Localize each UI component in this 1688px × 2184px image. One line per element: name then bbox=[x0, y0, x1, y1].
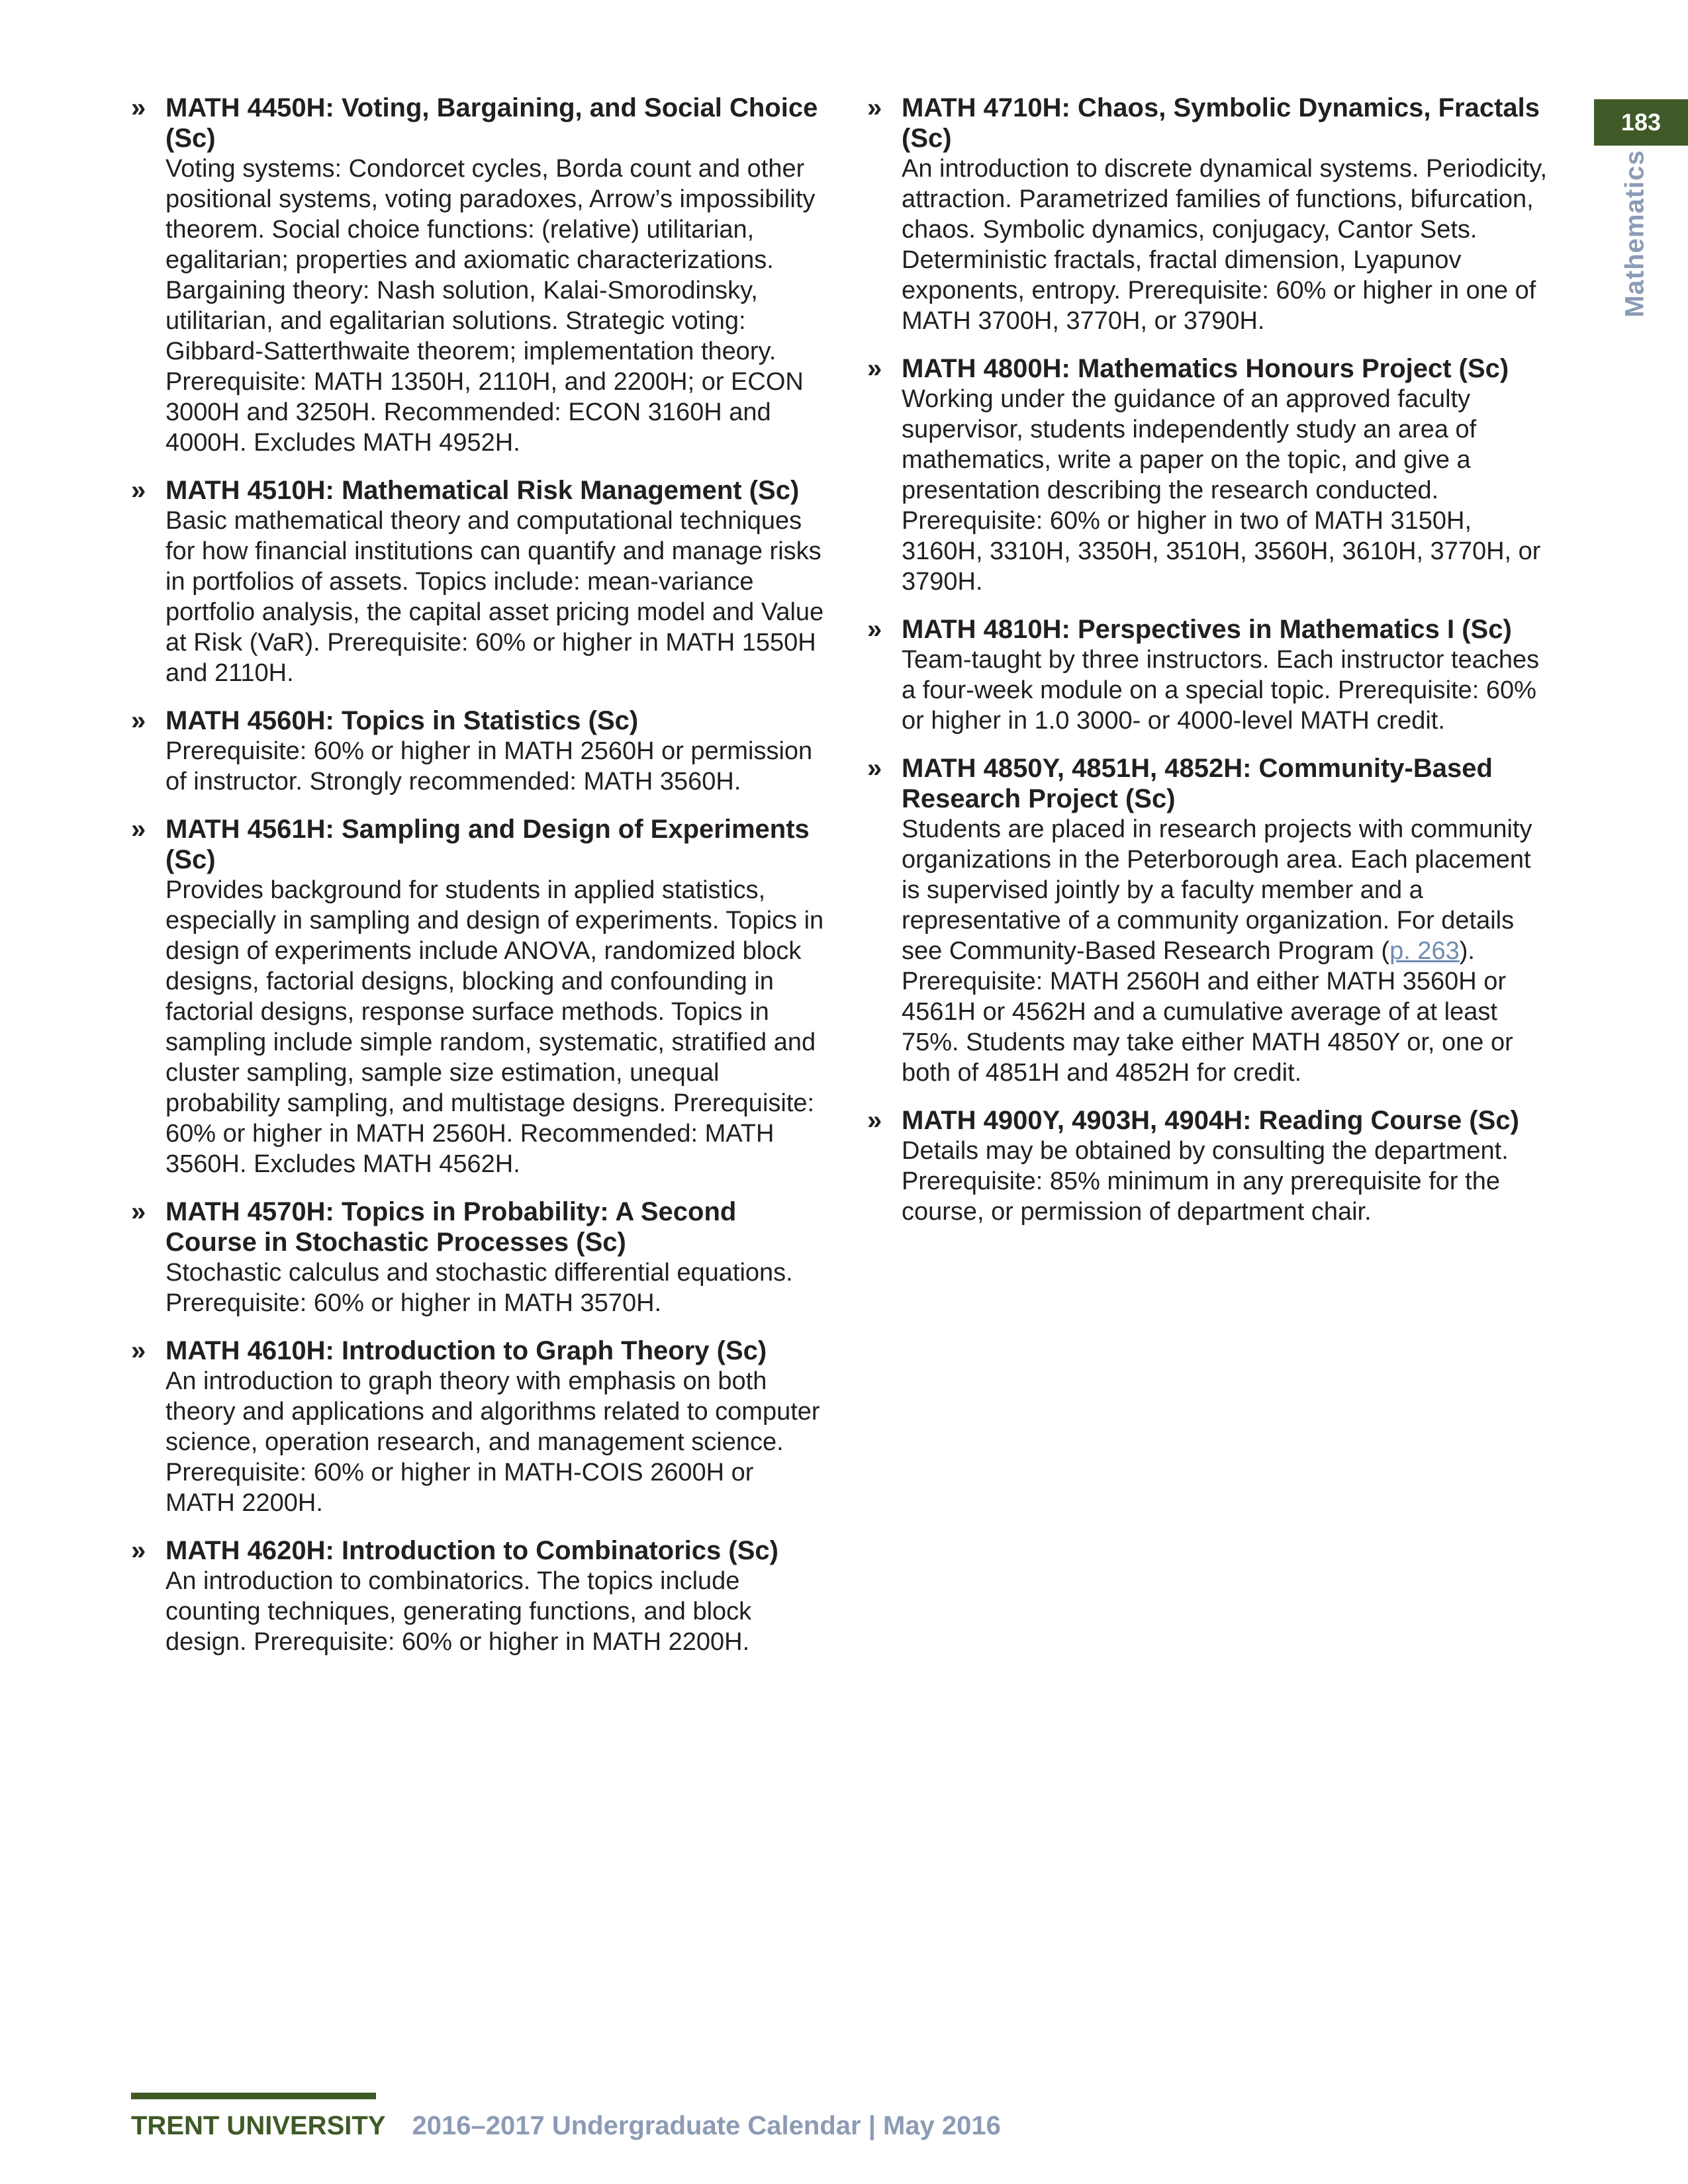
course-entry-math-4810h bbox=[867, 614, 1556, 736]
course-entry-math-4610h bbox=[131, 1336, 826, 1518]
course-entry-math-4800h bbox=[867, 353, 1556, 597]
course-description: An introduction to combinatorics. The topics include counting techniques, generating functions, and block design. Prerequisite: 60% or higher in MATH 2200H. bbox=[165, 1567, 752, 1656]
bullet-glyph: » bbox=[131, 1536, 146, 1565]
bullet-glyph: » bbox=[131, 93, 146, 122]
bullet-glyph: » bbox=[867, 93, 882, 122]
course-description: Prerequisite: 60% or higher in MATH 2560H or permission of instructor. Strongly recommended: MATH 3560H. bbox=[165, 737, 813, 796]
course-title: MATH 4450H: Voting, Bargaining, and Social Choice (Sc) bbox=[165, 93, 818, 153]
bullet-glyph: » bbox=[131, 1336, 146, 1365]
course-description: An introduction to discrete dynamical systems. Periodicity, attraction. Parametrized families of functions, bifurcation, chaos. Symbolic dynamics, conjugacy, Cantor Sets. Deterministic fractals, fractal dimension, Lyapunov exponents, entropy. Prerequisite: 60% or higher in one of MATH 3700H, 3770H, or 3790H. bbox=[902, 155, 1548, 335]
bullet-glyph: » bbox=[131, 476, 146, 505]
course-title: MATH 4620H: Introduction to Combinatorics (Sc) bbox=[165, 1536, 778, 1565]
course-entry-math-4570h bbox=[131, 1197, 826, 1318]
course-description: Voting systems: Condorcet cycles, Borda count and other positional systems, voting paradoxes, Arrow’s impossibility theorem. Social choice functions: (relative) utilitarian, egalitarian; properties and axiomatic characterizations. Bargaining theory: Nash solution, Kalai-Smorodinsky, utilitarian, and egalitarian solutions. Strategic voting: Gibbard-Satterthwaite theorem; implementation theory. Prerequisite: MATH 1350H, 2110H, and 2200H; or ECON 3000H and 3250H. Recommended: ECON 3160H and 4000H. Excludes MATH 4952H. bbox=[165, 155, 816, 457]
footer-calendar: 2016–2017 Undergraduate Calendar | May 2016 bbox=[412, 2111, 1001, 2140]
course-description: Team-taught by three instructors. Each instructor teaches a four-week module on a special topic. Prerequisite: 60% or higher in 1.0 3000- or 4000-level MATH credit. bbox=[902, 646, 1540, 735]
course-entry-math-4510h bbox=[131, 475, 826, 688]
bullet-glyph: » bbox=[131, 1197, 146, 1226]
section-side-label: Mathematics bbox=[1620, 150, 1650, 318]
course-title: MATH 4810H: Perspectives in Mathematics I (Sc) bbox=[902, 615, 1512, 644]
bullet-glyph: » bbox=[131, 815, 146, 844]
page-footer bbox=[131, 2111, 1001, 2141]
course-entry-math-4560h bbox=[131, 705, 826, 797]
footer-rule bbox=[131, 2093, 376, 2099]
course-description: An introduction to graph theory with emphasis on both theory and applications and algorithms related to computer science, operation research, and management science. Prerequisite: 60% or higher in MATH-COIS 2600H or MATH 2200H. bbox=[165, 1367, 820, 1517]
course-description: Details may be obtained by consulting the department. Prerequisite: 85% minimum in any prerequisite for the course, or permission of department chair. bbox=[902, 1137, 1509, 1226]
bullet-glyph: » bbox=[867, 615, 882, 644]
course-title: MATH 4900Y, 4903H, 4904H: Reading Course (Sc) bbox=[902, 1106, 1519, 1135]
course-title: MATH 4510H: Mathematical Risk Management (Sc) bbox=[165, 476, 800, 505]
course-description: Working under the guidance of an approved faculty supervisor, students independently study an area of mathematics, write a paper on the topic, and give a presentation describing the research conducted. Prerequisite: 60% or higher in two of MATH 3150H, 3160H, 3310H, 3350H, 3510H, 3560H, 3610H, 3770H, or 3790H. bbox=[902, 385, 1541, 596]
course-entry-math-4620h bbox=[131, 1535, 826, 1657]
bullet-glyph: » bbox=[867, 754, 882, 783]
bullet-glyph: » bbox=[867, 1106, 882, 1135]
description-text-after-link: ). Prerequisite: MATH 2560H and either MATH 3560H or 4561H or 4562H and a cumulative average of at least 75%. Students may take either MATH 4850Y or, one or both of 4851H and 4852H for credit. bbox=[902, 937, 1513, 1087]
page-reference-link[interactable]: p. 263 bbox=[1389, 937, 1460, 965]
course-description: Stochastic calculus and stochastic differential equations. Prerequisite: 60% or higher in MATH 3570H. bbox=[165, 1259, 793, 1317]
course-title: MATH 4710H: Chaos, Symbolic Dynamics, Fractals (Sc) bbox=[902, 93, 1540, 153]
course-entry-math-4561h bbox=[131, 814, 826, 1179]
footer-university: TRENT UNIVERSITY bbox=[131, 2111, 386, 2140]
bullet-glyph: » bbox=[867, 354, 882, 383]
course-description: Provides background for students in applied statistics, especially in sampling and design of experiments. Topics in design of experiments include ANOVA, randomized block designs, factorial designs, blocking and confounding in factorial designs, response surface methods. Topics in sampling include simple random, systematic, stratified and cluster sampling, sample size estimation, unequal probability sampling, and multistage designs. Prerequisite: 60% or higher in MATH 2560H. Recommended: MATH 3560H. Excludes MATH 4562H. bbox=[165, 876, 824, 1178]
bullet-glyph: » bbox=[131, 706, 146, 735]
course-title: MATH 4610H: Introduction to Graph Theory (Sc) bbox=[165, 1336, 767, 1365]
course-title: MATH 4850Y, 4851H, 4852H: Community-Based Research Project (Sc) bbox=[902, 754, 1493, 813]
right-column bbox=[867, 93, 1556, 1244]
page-number-badge: 183 bbox=[1594, 99, 1688, 146]
course-entry-math-4850y bbox=[867, 753, 1556, 1088]
course-title: MATH 4560H: Topics in Statistics (Sc) bbox=[165, 706, 639, 735]
course-title: MATH 4561H: Sampling and Design of Experiments (Sc) bbox=[165, 815, 810, 874]
course-entry-math-4900y bbox=[867, 1105, 1556, 1227]
course-entry-math-4450h bbox=[131, 93, 826, 458]
course-description bbox=[902, 814, 1556, 1088]
left-column bbox=[131, 93, 826, 1674]
course-title: MATH 4800H: Mathematics Honours Project (Sc) bbox=[902, 354, 1509, 383]
course-entry-math-4710h bbox=[867, 93, 1556, 336]
course-description: Basic mathematical theory and computational techniques for how financial institutions can quantify and manage risks in portfolios of assets. Topics include: mean-variance portfolio analysis, the capital asset pricing model and Value at Risk (VaR). Prerequisite: 60% or higher in MATH 1550H and 2110H. bbox=[165, 507, 824, 687]
course-title: MATH 4570H: Topics in Probability: A Second Course in Stochastic Processes (Sc) bbox=[165, 1197, 737, 1257]
description-text-before-link: Students are placed in research projects with community organizations in the Peterborough area. Each placement is supervised jointly by a faculty member and a representative of a community organization. For details see Community-Based Research Program ( bbox=[902, 815, 1532, 965]
